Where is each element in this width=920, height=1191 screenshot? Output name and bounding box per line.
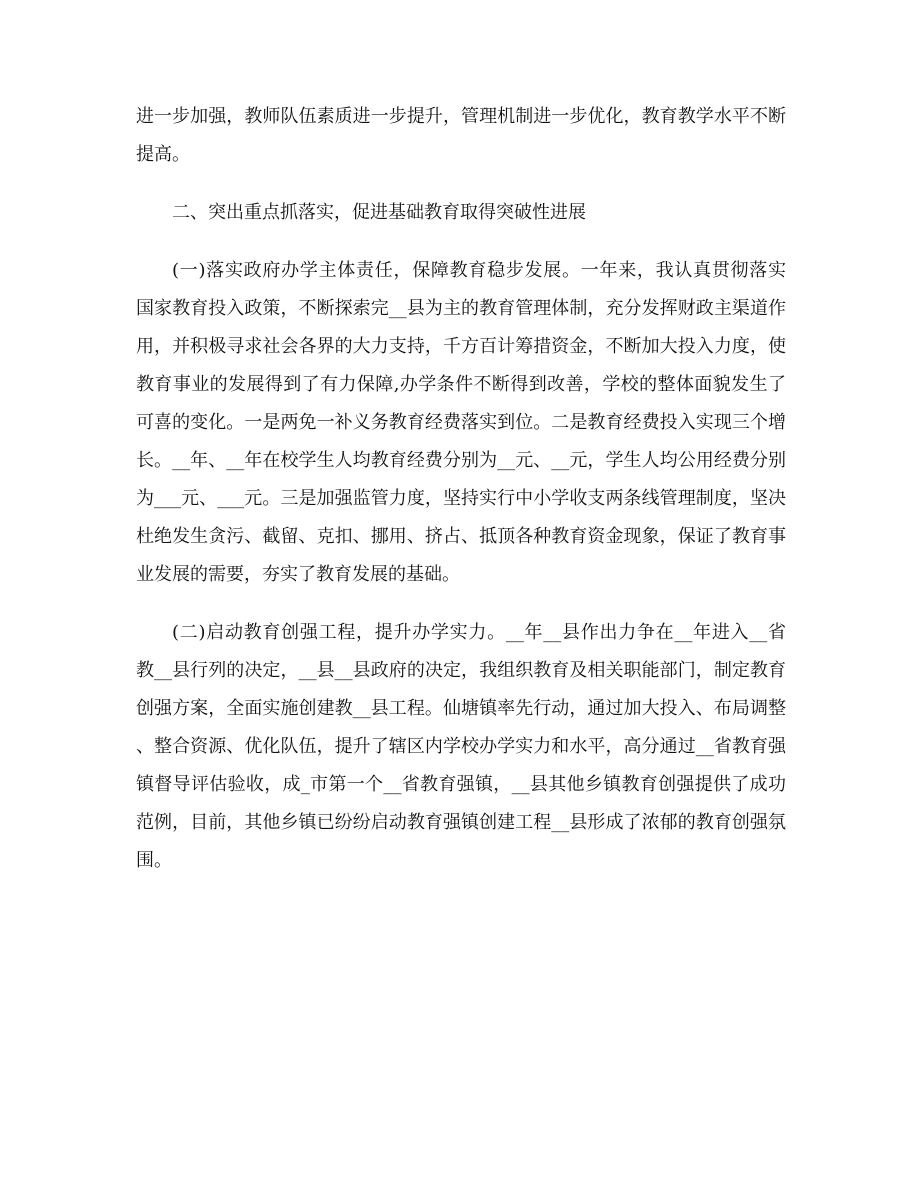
paragraph-continuation: [136, 98, 786, 174]
text-line: (二)启动教育创强工程，提升办学实力。__年__县作出力争在__年进入__省: [172, 622, 786, 643]
paragraph-section-1: [136, 252, 786, 594]
section-heading: [136, 194, 786, 232]
text-line: 为___元、___元。三是加强监管力度，坚持实行中小学收支两条线管理制度，坚决: [136, 488, 786, 509]
text-line: 教育事业的发展得到了有力保障,办学条件不断得到改善，学校的整体面貌发生了: [136, 374, 786, 395]
text-line: 、整合资源、优化队伍，提升了辖区内学校办学实力和水平，高分通过__省教育强: [136, 736, 786, 757]
text-line: 国家教育投入政策，不断探索完__县为主的教育管理体制，充分发挥财政主渠道作: [136, 298, 786, 319]
text-line: 杜绝发生贪污、截留、克扣、挪用、挤占、抵顶各种教育资金现象，保证了教育事: [136, 526, 786, 547]
text-line: (一)落实政府办学主体责任，保障教育稳步发展。一年来，我认真贯彻落实: [172, 260, 786, 281]
text-line: 范例，目前，其他乡镇已纷纷启动教育强镇创建工程__县形成了浓郁的教育创强氛: [136, 812, 786, 833]
text-line: 业发展的需要，夯实了教育发展的基础。: [136, 564, 460, 585]
text-line: 长。__年、__年在校学生人均教育经费分别为__元、__元，学生人均公用经费分别: [136, 450, 786, 471]
text-line: 创强方案，全面实施创建教__县工程。仙塘镇率先行动，通过加大投入、布局调整: [136, 698, 786, 719]
document-body: [136, 98, 786, 880]
text-line: 教__县行列的决定，__县__县政府的决定，我组织教育及相关职能部门，制定教育: [136, 660, 786, 681]
text-line: 可喜的变化。一是两免一补义务教育经费落实到位。二是教育经费投入实现三个增: [136, 412, 786, 433]
heading-line: 二、突出重点抓落实，促进基础教育取得突破性进展: [172, 202, 586, 223]
text-line: 提高。: [136, 144, 190, 165]
text-line: 镇督导评估验收，成_市第一个__省教育强镇，__县其他乡镇教育创强提供了成功: [136, 774, 786, 795]
text-line: 围。: [136, 850, 172, 871]
paragraph-section-2: [136, 614, 786, 880]
text-line: 进一步加强，教师队伍素质进一步提升，管理机制进一步优化，教育教学水平不断: [136, 106, 786, 127]
text-line: 用，并积极寻求社会各界的大力支持，千方百计筹措资金，不断加大投入力度，使: [136, 336, 786, 357]
